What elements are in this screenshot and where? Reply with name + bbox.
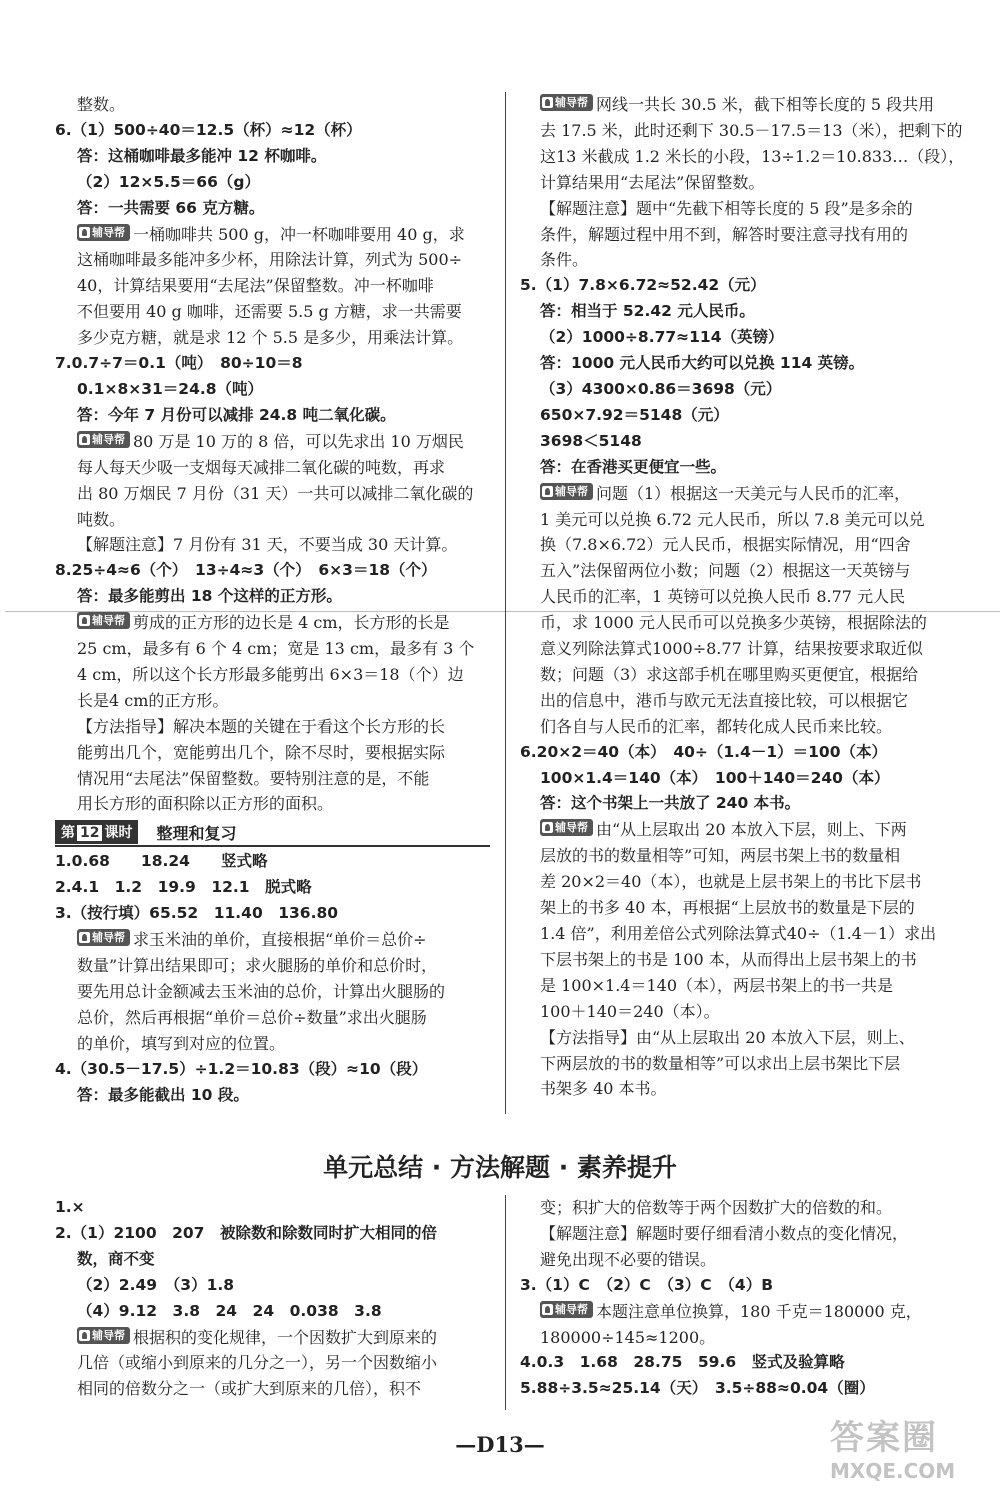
text-line bbox=[55, 1031, 490, 1057]
line-text: 8.25÷4≈6（个） 13÷4≈3（个） 6×3＝18（个） bbox=[55, 561, 437, 580]
text-line bbox=[55, 849, 490, 875]
line-text: 差 20×2＝40（本），也就是上层书架上的书比下层书 bbox=[540, 872, 922, 892]
line-text: 0.1×8×31＝24.8（吨） bbox=[77, 379, 264, 398]
line-text: 【方法指导】由“从上层取出 20 本放入下层，则上、 bbox=[540, 1027, 915, 1047]
line-text: 180000÷145≈1200。 bbox=[540, 1327, 716, 1347]
text-line bbox=[55, 610, 490, 636]
text-line bbox=[55, 662, 490, 688]
text-line bbox=[520, 869, 960, 895]
text-line bbox=[55, 532, 490, 558]
tutor-tag-label: 辅导帮 bbox=[92, 931, 125, 945]
text-line bbox=[55, 558, 490, 584]
tutor-icon bbox=[79, 1330, 90, 1341]
text-line bbox=[55, 196, 490, 222]
tutor-icon bbox=[79, 434, 90, 445]
line-text: 几倍（或缩小到原来的几分之一），另一个因数缩小 bbox=[77, 1353, 438, 1373]
line-text: 去 17.5 米，此时还剩下 30.5－17.5＝13（米），把剩下的 bbox=[540, 120, 963, 140]
line-text: 人民币的汇率，1 英镑可以兑换人民币 8.77 元人民 bbox=[540, 587, 906, 607]
bottom-right-column bbox=[520, 1195, 960, 1402]
line-text: 答：一共需要 66 克方糖。 bbox=[77, 198, 265, 217]
text-line bbox=[520, 429, 960, 455]
text-line bbox=[55, 481, 490, 507]
line-text: 4.（30.5－17.5）÷1.2＝10.83（段）≈10（段） bbox=[55, 1059, 428, 1078]
line-text: 求玉米油的单价，直接根据“单价＝总价÷ bbox=[133, 930, 427, 950]
line-text: 架上的书多 40 本，再根据“上层放书的数量是下层的 bbox=[540, 898, 915, 918]
text-line bbox=[55, 927, 490, 953]
line-text: 出 80 万烟民 7 月份（31 天）一共可以减排二氧化碳的 bbox=[77, 483, 474, 503]
line-text: （2）12×5.5＝66（g） bbox=[77, 172, 260, 191]
tutor-tag bbox=[540, 483, 593, 500]
text-line bbox=[520, 118, 963, 144]
text-line bbox=[55, 1299, 490, 1325]
tutor-tag-label: 辅导帮 bbox=[92, 614, 125, 628]
line-text: 答：最多能剪出 18 个这样的正方形。 bbox=[77, 587, 342, 606]
text-line bbox=[55, 901, 490, 927]
text-line bbox=[520, 144, 965, 170]
text-line bbox=[55, 222, 490, 248]
line-text: 剪成的正方形的边长是 4 cm，长方形的长是 bbox=[133, 613, 450, 633]
text-line bbox=[55, 351, 490, 377]
line-text: 用长方形的面积除以正方形的面积。 bbox=[77, 794, 334, 814]
text-line bbox=[55, 1247, 490, 1273]
tutor-tag bbox=[77, 431, 130, 448]
line-text: 答：这桶咖啡最多能冲 12 杯咖啡。 bbox=[77, 146, 327, 165]
line-text: 答：这个书架上一共放了 240 本书。 bbox=[540, 794, 801, 813]
text-line bbox=[520, 1051, 960, 1077]
line-text: 避免出现不必要的错误。 bbox=[540, 1249, 717, 1269]
line-text: 下两层放的书的数量相等”可以求出上层书架比下层 bbox=[540, 1053, 901, 1073]
lesson-badge-suffix: 课时 bbox=[104, 825, 133, 842]
line-text: 答：在香港买更便宜一些。 bbox=[540, 457, 727, 476]
text-line bbox=[55, 1273, 490, 1299]
text-line bbox=[520, 222, 960, 248]
line-text: 4.0.3 1.68 28.75 59.6 竖式及验算略 bbox=[520, 1353, 845, 1372]
text-line bbox=[520, 403, 960, 429]
text-line bbox=[55, 429, 490, 455]
line-text: 数；问题（3）求这部手机在哪里购买更便宜，根据给 bbox=[540, 664, 919, 684]
line-text: 这13 米截成 1.2 米长的小段，13÷1.2＝10.833…（段）， bbox=[540, 146, 965, 166]
watermark-text: 答案圈 bbox=[830, 1418, 938, 1458]
text-line bbox=[520, 351, 960, 377]
watermark-url: MXQE.COM bbox=[830, 1459, 956, 1483]
text-line bbox=[520, 636, 960, 662]
line-text: 【解题注意】解题时要仔细看清小数点的变化情况， bbox=[540, 1223, 909, 1243]
text-line bbox=[520, 895, 960, 921]
text-line bbox=[55, 1350, 490, 1376]
text-line bbox=[55, 507, 490, 533]
text-line bbox=[520, 973, 960, 999]
line-text: 的单价，填写到对应的位置。 bbox=[77, 1033, 286, 1053]
text-line bbox=[520, 1376, 960, 1402]
line-text: 计算结果用“去尾法”保留整数。 bbox=[540, 172, 765, 192]
line-text: 网线一共长 30.5 米，截下相等长度的 5 段共用 bbox=[596, 95, 935, 114]
line-text: 5.（1）7.8×6.72≈52.42（元） bbox=[520, 276, 766, 295]
text-line bbox=[55, 584, 490, 610]
line-text: 40，计算结果要用“去尾法”保留整数。冲一杯咖啡 bbox=[77, 276, 434, 296]
text-line bbox=[520, 170, 960, 196]
tutor-tag bbox=[540, 819, 593, 836]
tutor-icon bbox=[79, 615, 90, 626]
text-line bbox=[520, 273, 960, 299]
line-text: 1.4 倍”，利用差倍公式列除法算式40÷（1.4－1）求出 bbox=[540, 924, 937, 943]
text-line bbox=[520, 999, 960, 1025]
section-banner: 单元总结 · 方法解题 · 素养提升 bbox=[323, 1153, 677, 1182]
text-line bbox=[55, 714, 490, 740]
text-line bbox=[55, 1005, 490, 1031]
text-line bbox=[55, 325, 490, 351]
tutor-icon bbox=[542, 1304, 553, 1315]
text-line bbox=[520, 1076, 960, 1102]
line-text: 意义列除法算式1000÷8.77 计算，结果按要求取近似 bbox=[540, 639, 923, 659]
text-line bbox=[520, 299, 960, 325]
line-text: 3.（按行填）65.52 11.40 136.80 bbox=[55, 904, 339, 923]
line-text: 3698＜5148 bbox=[540, 431, 642, 450]
text-line bbox=[520, 817, 960, 843]
text-line bbox=[520, 584, 960, 610]
watermark-logo bbox=[830, 1410, 995, 1485]
text-line bbox=[55, 92, 490, 118]
tutor-tag bbox=[77, 1327, 130, 1344]
text-line bbox=[55, 953, 490, 979]
line-text: 本题注意单位换算，180 千克＝180000 克， bbox=[596, 1301, 922, 1321]
line-text: 【方法指导】解决本题的关键在于看这个长方形的长 bbox=[77, 716, 446, 736]
line-text: 答：最多能截出 10 段。 bbox=[77, 1085, 249, 1104]
line-text: 2.（1）2100 207 被除数和除数同时扩大相同的倍 bbox=[55, 1223, 437, 1242]
line-text: 3.（1）C （2）C （3）C （4）B bbox=[520, 1275, 774, 1294]
tutor-icon bbox=[79, 932, 90, 943]
text-line bbox=[520, 947, 960, 973]
line-text: 下层书架上的书是 100 本，从而得出上层书架上的书 bbox=[540, 949, 917, 969]
line-text: 出的信息中，港币与欧元无法直接比较，可以根据它 bbox=[540, 690, 909, 710]
tutor-tag-label: 辅导帮 bbox=[92, 225, 125, 239]
text-line bbox=[520, 610, 960, 636]
line-text: （3）4300×0.86＝3698（元） bbox=[540, 379, 782, 398]
line-text: 变；积扩大的倍数等于两个因数扩大的倍数的和。 bbox=[540, 1198, 893, 1217]
lesson-header bbox=[55, 819, 490, 847]
text-line bbox=[55, 273, 490, 299]
text-line bbox=[520, 481, 960, 507]
text-line bbox=[520, 1273, 960, 1299]
line-text: 7.0.7÷7＝0.1（吨） 80÷10＝8 bbox=[55, 354, 303, 373]
left-column bbox=[55, 92, 490, 1108]
text-line bbox=[55, 1221, 490, 1247]
line-text: 100＋140＝240（本）。 bbox=[540, 1001, 720, 1021]
bottom-left-column bbox=[55, 1195, 490, 1402]
text-line bbox=[55, 1376, 490, 1402]
line-text: 数量”计算出结果即可；求火腿肠的单价和总价时， bbox=[77, 956, 438, 975]
text-line bbox=[520, 247, 960, 273]
text-line bbox=[520, 714, 960, 740]
text-line bbox=[520, 843, 960, 869]
line-text: 6.20×2＝40（本） 40÷（1.4－1）＝100（本） bbox=[520, 742, 887, 761]
line-text: 【解题注意】题中“先截下相等长度的 5 段”是多余的 bbox=[540, 198, 913, 218]
tutor-tag-label: 辅导帮 bbox=[92, 1328, 125, 1342]
tutor-icon bbox=[542, 97, 553, 108]
text-line bbox=[520, 377, 960, 403]
line-text: 答：1000 元人民币大约可以兑换 114 英镑。 bbox=[540, 354, 865, 373]
text-line bbox=[55, 170, 490, 196]
column-divider bbox=[505, 92, 506, 1114]
line-text: 4 cm，所以这个长方形最多能剪出 6×3＝18（个）边 bbox=[77, 664, 464, 684]
text-line bbox=[55, 247, 490, 273]
tutor-tag-label: 辅导帮 bbox=[92, 432, 125, 446]
line-text: 条件，解题过程中用不到，解答时要注意寻找有用的 bbox=[540, 224, 909, 244]
text-line bbox=[55, 299, 490, 325]
text-line bbox=[520, 688, 960, 714]
text-line bbox=[55, 118, 490, 144]
line-text: （2）1000÷8.77≈114（英镑） bbox=[540, 328, 784, 347]
text-line bbox=[520, 1325, 960, 1351]
tutor-tag bbox=[540, 94, 593, 111]
text-line bbox=[55, 455, 490, 481]
text-line bbox=[520, 455, 960, 481]
line-text: 根据积的变化规律，一个因数扩大到原来的 bbox=[133, 1327, 438, 1347]
right-column bbox=[520, 92, 965, 1102]
text-line bbox=[520, 1350, 960, 1376]
line-text: 能剪出几个，宽能剪出几个，除不尽时，要根据实际 bbox=[77, 742, 446, 762]
line-text: 多少克方糖，就是求 12 个 5.5 是多少，用乘法计算。 bbox=[77, 328, 464, 348]
text-line bbox=[520, 558, 960, 584]
line-text: 是 100×1.4＝140（本），两层书架上的书一共是 bbox=[540, 975, 894, 995]
line-text: 80 万是 10 万的 8 倍，可以先求出 10 万烟民 bbox=[133, 431, 464, 451]
text-line bbox=[55, 1195, 490, 1221]
line-text: 650×7.92＝5148（元） bbox=[540, 405, 729, 424]
text-line bbox=[520, 532, 960, 558]
line-text: 6.（1）500÷40＝12.5（杯）≈12（杯） bbox=[55, 120, 362, 139]
tutor-tag-label: 辅导帮 bbox=[555, 484, 588, 498]
line-text: 要先用总计金额减去玉米油的总价，计算出火腿肠的 bbox=[77, 981, 446, 1001]
text-line bbox=[520, 1025, 960, 1051]
tutor-tag bbox=[77, 929, 130, 946]
line-text: 答：今年 7 月份可以减排 24.8 吨二氧化碳。 bbox=[77, 405, 396, 424]
text-line bbox=[55, 1057, 490, 1083]
text-line bbox=[520, 1247, 960, 1273]
page-number: —D13— bbox=[455, 1432, 545, 1457]
text-line bbox=[55, 740, 490, 766]
line-text: 1.× bbox=[55, 1198, 85, 1216]
text-line bbox=[520, 1221, 960, 1247]
text-line bbox=[55, 791, 490, 817]
line-text: 由“从上层取出 20 本放入下层，则上、下两 bbox=[596, 820, 907, 840]
line-text: 换（7.8×6.72）元人民币，根据实际情况，用“四舍 bbox=[540, 535, 911, 555]
text-line bbox=[520, 766, 960, 792]
line-text: 情况用“去尾法”保留整数。要特别注意的是，不能 bbox=[77, 768, 430, 788]
text-line bbox=[55, 377, 490, 403]
tutor-tag-label: 辅导帮 bbox=[555, 96, 588, 109]
line-text: 1.0.68 18.24 竖式略 bbox=[55, 852, 268, 871]
line-text: 数，商不变 bbox=[77, 1249, 155, 1268]
line-text: （4）9.12 3.8 24 24 0.038 3.8 bbox=[77, 1301, 382, 1320]
line-text: 书架多 40 本书。 bbox=[540, 1079, 667, 1099]
line-text: 问题（1）根据这一天美元与人民币的汇率， bbox=[596, 483, 911, 503]
tutor-icon bbox=[542, 822, 553, 833]
line-text: 相同的倍数分之一（或扩大到原来的几倍），积不 bbox=[77, 1379, 422, 1399]
line-text: 币，求 1000 元人民币可以兑换多少英镑，根据除法的 bbox=[540, 613, 927, 633]
lesson-number: 12 bbox=[77, 825, 102, 841]
line-text: 这桶咖啡最多能冲多少杯，用除法计算，列式为 500÷ bbox=[77, 250, 463, 270]
text-line bbox=[55, 979, 490, 1005]
line-text: 总价，然后再根据“单价＝总价÷数量”求出火腿肠 bbox=[77, 1007, 427, 1027]
text-line bbox=[55, 766, 490, 792]
tutor-icon bbox=[79, 227, 90, 238]
text-line bbox=[55, 875, 490, 901]
text-line bbox=[520, 325, 960, 351]
tutor-tag-label: 辅导帮 bbox=[555, 821, 588, 835]
line-text: （2）2.49 （3）1.8 bbox=[77, 1275, 235, 1294]
line-text: 五入”法保留两位小数；问题（2）根据这一天英镑与 bbox=[540, 561, 911, 581]
tutor-icon bbox=[542, 486, 553, 497]
text-line bbox=[520, 196, 960, 222]
line-text: 【解题注意】7 月份有 31 天，不要当成 30 天计算。 bbox=[77, 535, 458, 555]
text-line bbox=[520, 662, 960, 688]
line-text: 一桶咖啡共 500 g，冲一杯咖啡要用 40 g，求 bbox=[133, 224, 465, 244]
text-line bbox=[520, 740, 960, 766]
line-text: 100×1.4＝140（本） 100＋140＝240（本） bbox=[540, 768, 890, 787]
text-line bbox=[55, 636, 490, 662]
line-text: 答：相当于 52.42 元人民币。 bbox=[540, 302, 755, 321]
text-line bbox=[520, 791, 960, 817]
line-text: 们各自与人民币的汇率，都转化成人民币来比较。 bbox=[540, 716, 893, 736]
line-text: 每人每天少吸一支烟每天减排二氧化碳的吨数，再求 bbox=[77, 457, 446, 477]
tutor-tag bbox=[77, 612, 130, 629]
line-text: 1 美元可以兑换 6.72 元人民币，所以 7.8 美元可以兑 bbox=[540, 509, 925, 529]
line-text: 吨数。 bbox=[77, 509, 126, 529]
text-line bbox=[520, 921, 960, 947]
line-text: 层放的书的数量相等”可知，两层书架上书的数量相 bbox=[540, 846, 901, 866]
tutor-tag bbox=[77, 224, 130, 241]
text-line bbox=[520, 1299, 960, 1325]
tutor-tag-label: 辅导帮 bbox=[555, 1302, 588, 1316]
text-line bbox=[55, 403, 490, 429]
text-line bbox=[520, 92, 960, 118]
text-line bbox=[520, 1195, 960, 1221]
line-text: 整数。 bbox=[77, 95, 126, 114]
lesson-title: 整理和复习 bbox=[156, 823, 237, 843]
text-line bbox=[55, 688, 490, 714]
lesson-badge-prefix: 第 bbox=[61, 825, 75, 842]
text-line bbox=[520, 507, 960, 533]
text-line bbox=[55, 144, 490, 170]
line-text: 条件。 bbox=[540, 250, 589, 270]
line-text: 2.4.1 1.2 19.9 12.1 脱式略 bbox=[55, 878, 312, 897]
text-line bbox=[55, 1325, 490, 1351]
column-divider-bottom bbox=[505, 1195, 506, 1410]
text-line bbox=[55, 1083, 490, 1109]
line-text: 长是4 cm的正方形。 bbox=[77, 690, 229, 710]
lesson-badge bbox=[55, 820, 138, 844]
line-text: 不但要用 40 g 咖啡，还需要 5.5 g 方糖，求一共需要 bbox=[77, 302, 462, 322]
line-text: 25 cm，最多有 6 个 4 cm；宽是 13 cm，最多有 3 个 bbox=[77, 639, 475, 659]
tutor-tag bbox=[540, 1301, 593, 1318]
line-text: 5.88÷3.5≈25.14（天） 3.5÷88≈0.04（圈） bbox=[520, 1379, 875, 1398]
